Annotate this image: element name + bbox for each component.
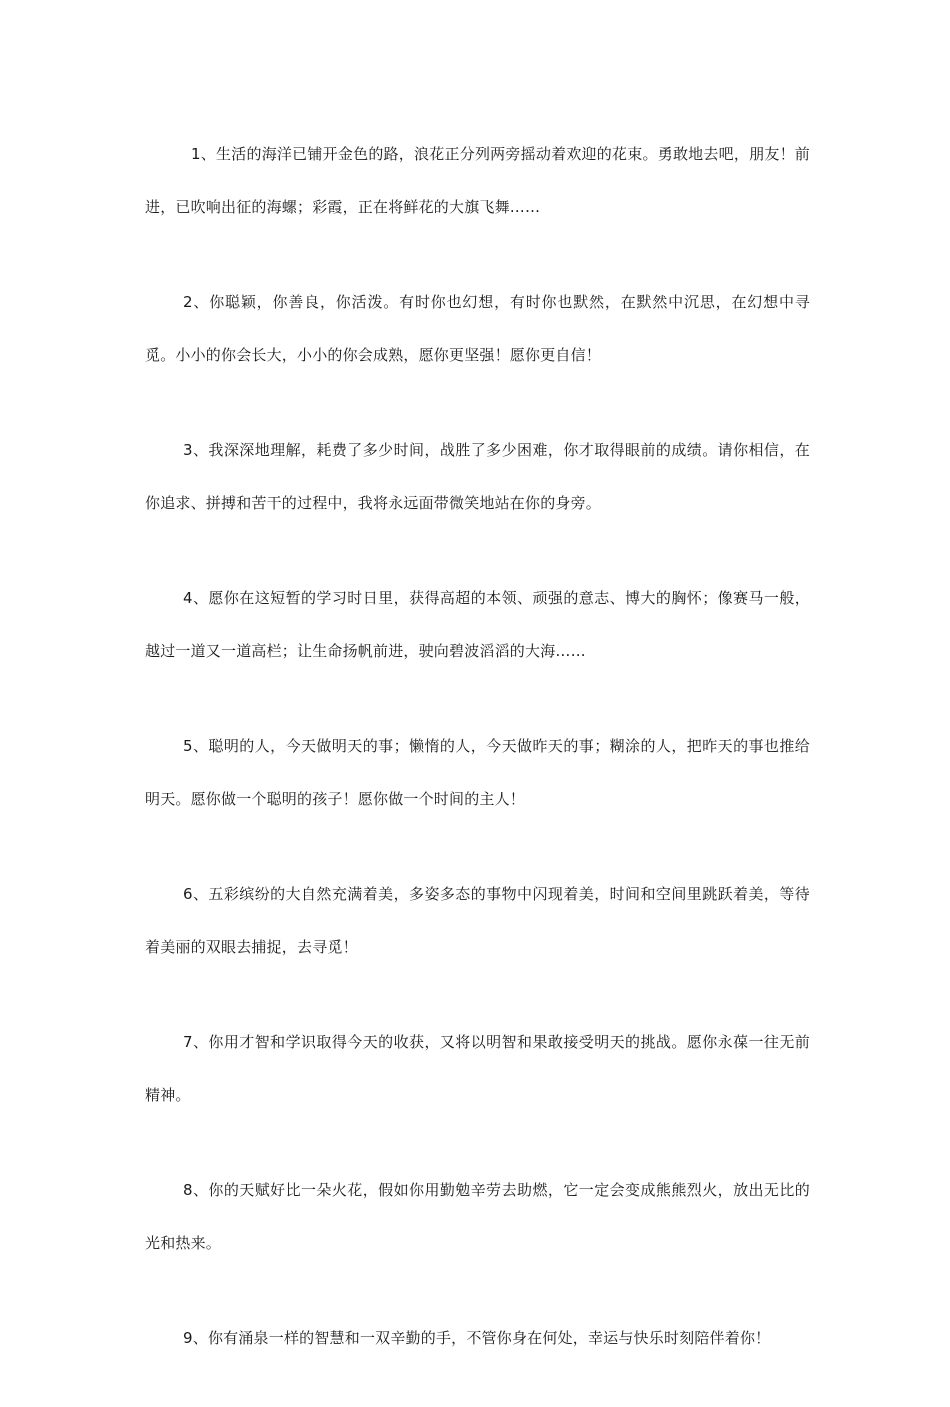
paragraph-4: 4、愿你在这短暂的学习时日里，获得高超的本领、顽强的意志、博大的胸怀；像赛马一般，越过一道又一道高栏；让生命扬帆前进，驶向碧波滔滔的大海…… — [145, 589, 810, 660]
paragraph-2: 2、你聪颖，你善良，你活泼。有时你也幻想，有时你也默然，在默然中沉思，在幻想中寻觅。小小的你会长大，小小的你会成熟，愿你更坚强！愿你更自信！ — [145, 293, 810, 364]
paragraph-9: 9、你有涌泉一样的智慧和一双辛勤的手，不管你身在何处，幸运与快乐时刻陪伴着你！ — [183, 1329, 771, 1347]
document-body — [145, 128, 810, 1407]
paragraph-5: 5、聪明的人，今天做明天的事；懒惰的人，今天做昨天的事；糊涂的人，把昨天的事也推给明天。愿你做一个聪明的孩子！愿你做一个时间的主人！ — [145, 737, 810, 808]
paragraph-6: 6、五彩缤纷的大自然充满着美，多姿多态的事物中闪现着美，时间和空间里跳跃着美，等待着美丽的双眼去捕捉，去寻觅！ — [145, 885, 810, 956]
paragraph-1: 1、生活的海洋已铺开金色的路，浪花正分列两旁摇动着欢迎的花束。勇敢地去吧，朋友！前进，已吹响出征的海螺；彩霞，正在将鲜花的大旗飞舞…… — [145, 145, 810, 216]
paragraph-8: 8、你的天赋好比一朵火花，假如你用勤勉辛劳去助燃，它一定会变成熊熊烈火，放出无比的光和热来。 — [145, 1181, 810, 1252]
paragraph-3: 3、我深深地理解，耗费了多少时间，战胜了多少困难，你才取得眼前的成绩。请你相信，在你追求、拼搏和苦干的过程中，我将永远面带微笑地站在你的身旁。 — [145, 441, 810, 512]
paragraph-7: 7、你用才智和学识取得今天的收获，又将以明智和果敢接受明天的挑战。愿你永葆一往无前精神。 — [145, 1033, 810, 1104]
